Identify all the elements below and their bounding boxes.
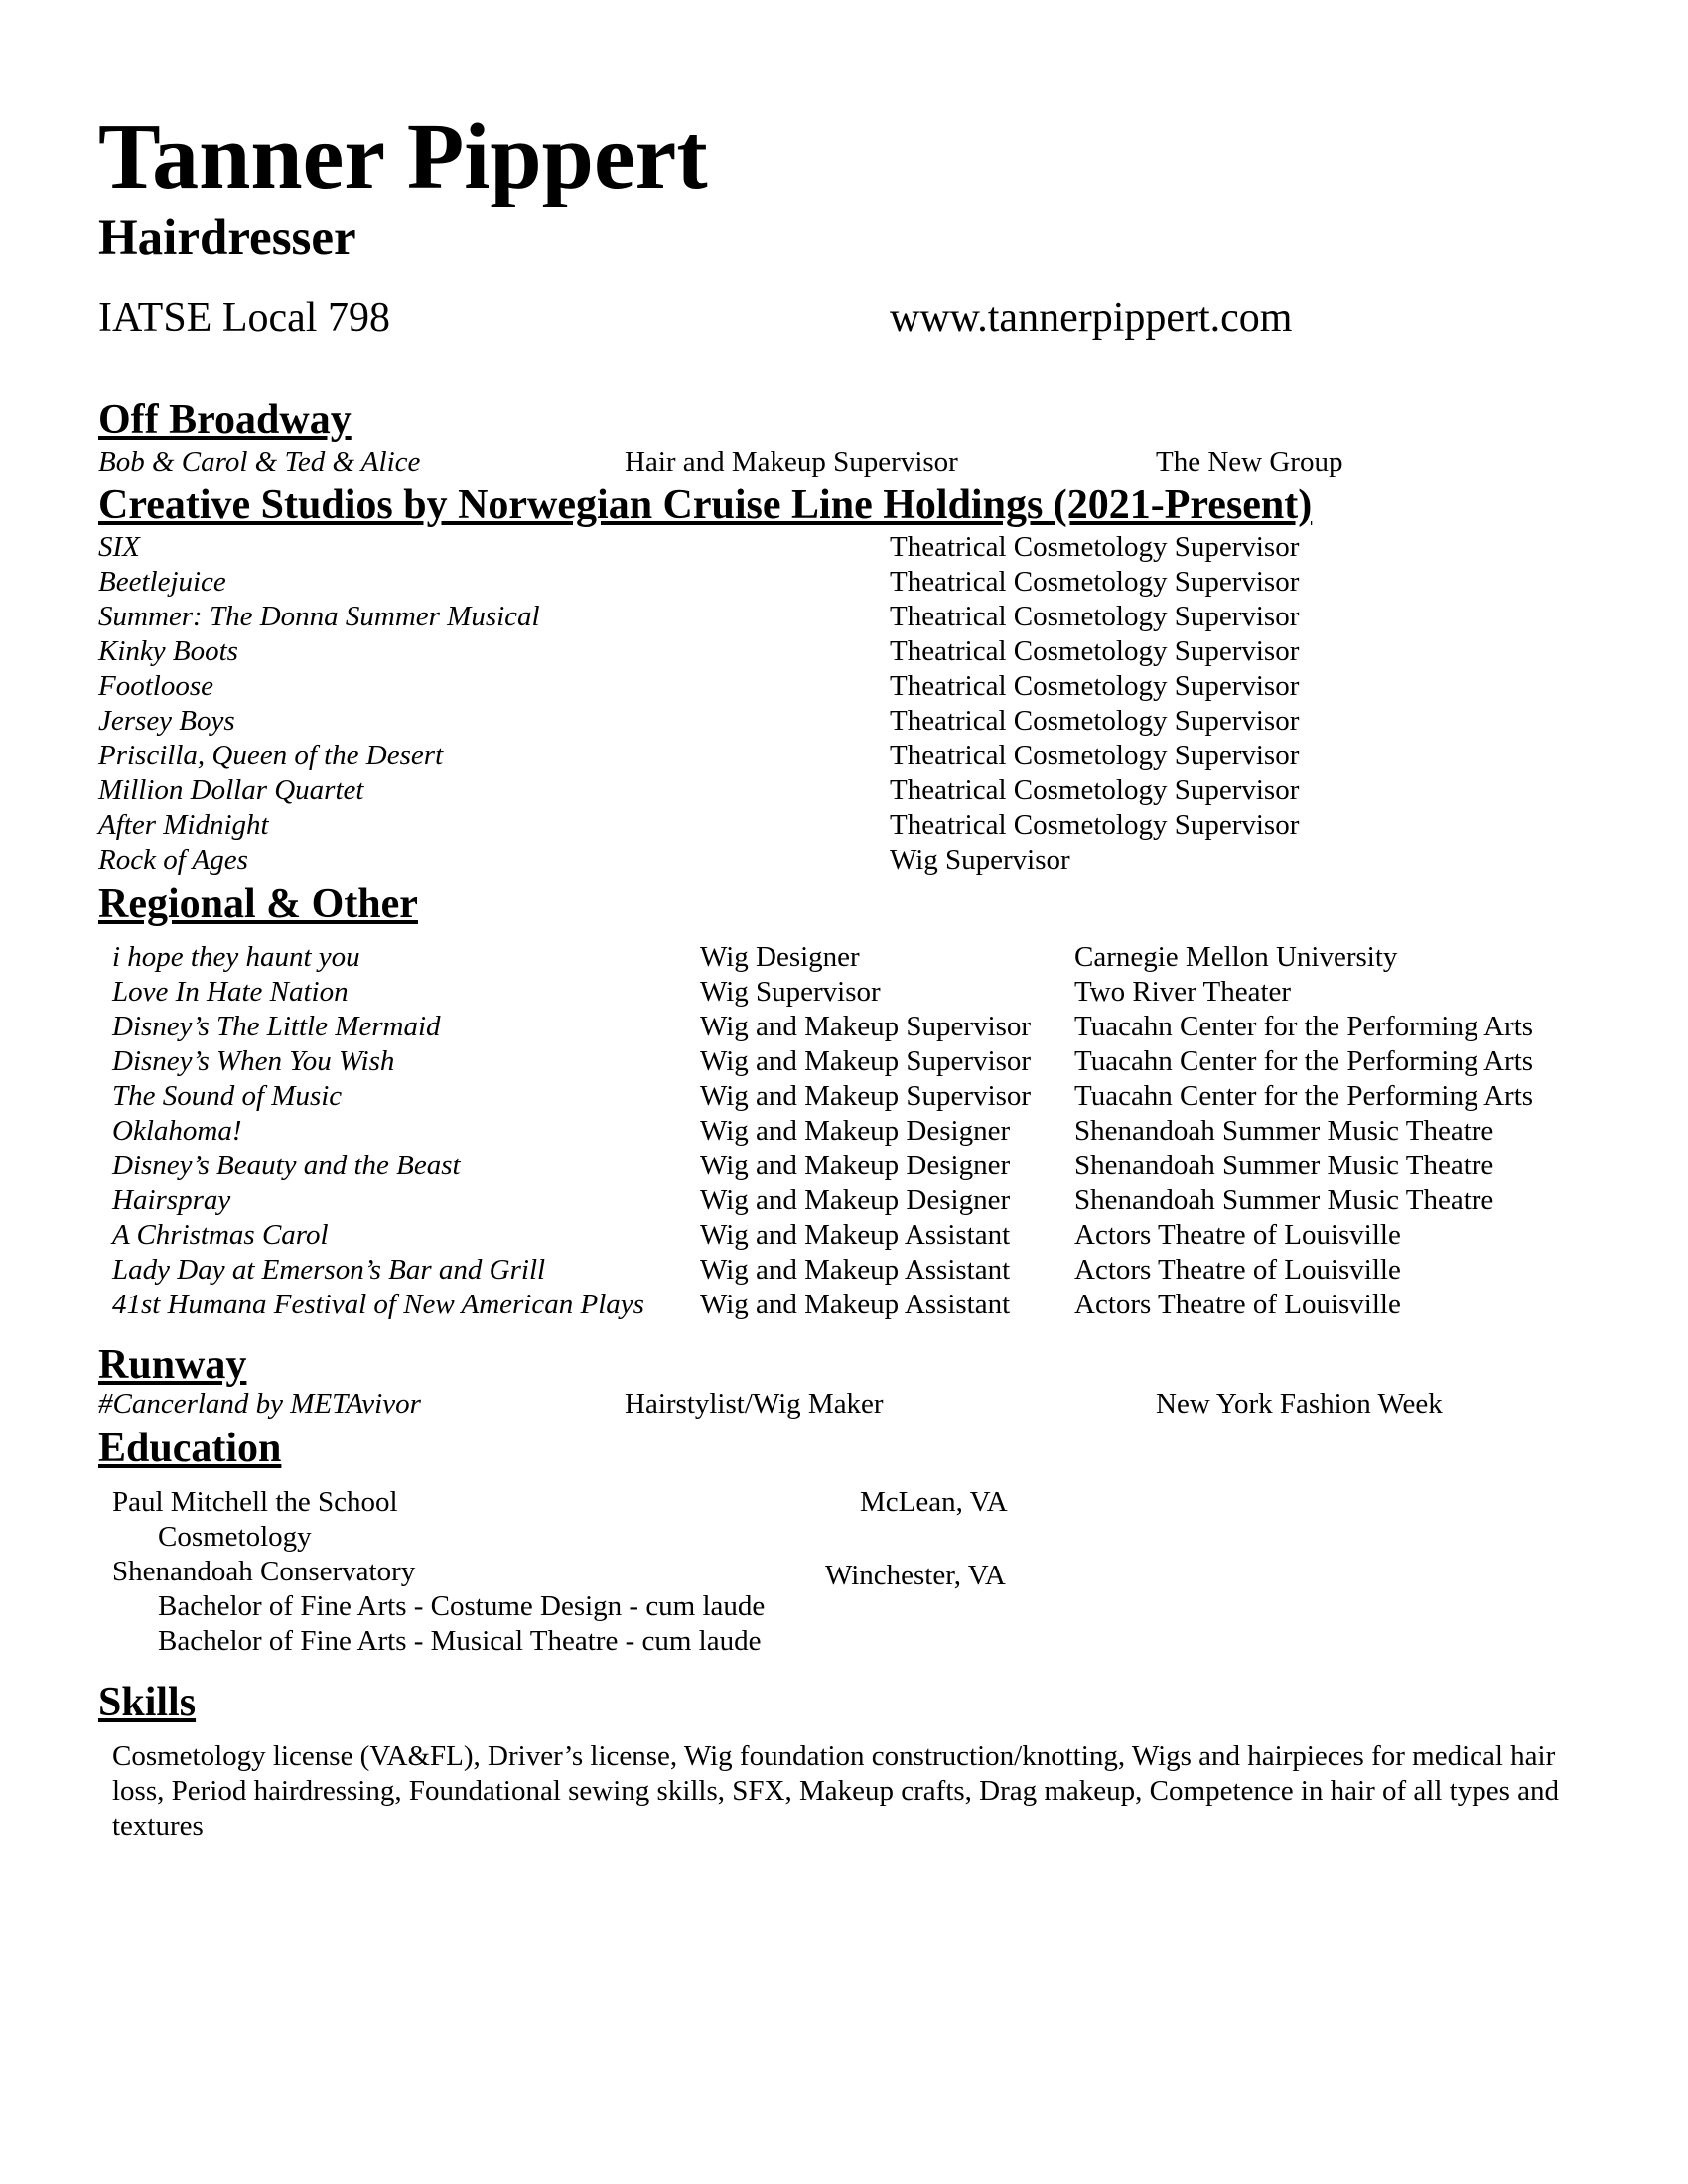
section-heading-creative-studios: Creative Studios by Norwegian Cruise Line Holdings (2021-Present) (98, 482, 1313, 528)
school-location: Winchester, VA (825, 1560, 1006, 1591)
credit-show: A Christmas Carol (112, 1219, 329, 1251)
credit-role: Theatrical Cosmetology Supervisor (890, 705, 1300, 737)
union-affiliation: IATSE Local 798 (98, 295, 390, 341)
credit-role: Wig and Makeup Designer (700, 1115, 1011, 1147)
credit-role: Wig Supervisor (700, 976, 881, 1008)
section-heading-education: Education (98, 1426, 282, 1471)
school-location: McLean, VA (860, 1486, 1008, 1518)
website-link[interactable]: www.tannerpippert.com (890, 295, 1293, 341)
credit-show: Kinky Boots (98, 635, 238, 667)
resume-name: Tanner Pippert (98, 105, 708, 208)
credit-role: Wig and Makeup Designer (700, 1150, 1011, 1181)
credit-org: Tuacahn Center for the Performing Arts (1074, 1011, 1534, 1042)
credit-show: 41st Humana Festival of New American Plays (112, 1289, 644, 1320)
credit-role: Theatrical Cosmetology Supervisor (890, 566, 1300, 598)
credit-role: Wig Designer (700, 941, 860, 973)
credit-role: Hairstylist/Wig Maker (625, 1388, 884, 1420)
credit-show: Million Dollar Quartet (98, 774, 364, 806)
credit-role: Wig Supervisor (890, 844, 1070, 876)
credit-show: Bob & Carol & Ted & Alice (98, 446, 421, 478)
section-heading-runway: Runway (98, 1342, 247, 1388)
resume-title: Hairdresser (98, 210, 356, 266)
credit-show: Oklahoma! (112, 1115, 242, 1147)
credit-show: The Sound of Music (112, 1080, 343, 1112)
credit-show: i hope they haunt you (112, 941, 360, 973)
credit-show: Hairspray (112, 1184, 231, 1216)
credit-role: Wig and Makeup Assistant (700, 1289, 1011, 1320)
credit-role: Theatrical Cosmetology Supervisor (890, 601, 1300, 632)
credit-org: The New Group (1156, 446, 1343, 478)
credit-org: Two River Theater (1074, 976, 1292, 1008)
credit-org: New York Fashion Week (1156, 1388, 1443, 1420)
credit-role: Hair and Makeup Supervisor (625, 446, 958, 478)
school-degree: Bachelor of Fine Arts - Costume Design - cum laude (158, 1590, 766, 1622)
credit-org: Shenandoah Summer Music Theatre (1074, 1150, 1494, 1181)
credit-role: Wig and Makeup Supervisor (700, 1045, 1032, 1077)
credit-show: Jersey Boys (98, 705, 235, 737)
credit-show: Rock of Ages (98, 844, 248, 876)
credit-role: Wig and Makeup Assistant (700, 1254, 1011, 1286)
credit-show: Priscilla, Queen of the Desert (98, 740, 444, 771)
credit-role: Theatrical Cosmetology Supervisor (890, 809, 1300, 841)
credit-org: Actors Theatre of Louisville (1074, 1289, 1401, 1320)
credit-show: SIX (98, 531, 140, 563)
school-name: Shenandoah Conservatory (112, 1556, 416, 1587)
credit-org: Tuacahn Center for the Performing Arts (1074, 1080, 1534, 1112)
credit-role: Wig and Makeup Designer (700, 1184, 1011, 1216)
credit-show: #Cancerland by METAvivor (98, 1388, 421, 1420)
credit-org: Actors Theatre of Louisville (1074, 1219, 1401, 1251)
credit-role: Theatrical Cosmetology Supervisor (890, 531, 1300, 563)
credit-role: Wig and Makeup Supervisor (700, 1011, 1032, 1042)
credit-show: Love In Hate Nation (112, 976, 349, 1008)
credit-org: Shenandoah Summer Music Theatre (1074, 1184, 1494, 1216)
credit-role: Theatrical Cosmetology Supervisor (890, 740, 1300, 771)
school-degree: Cosmetology (158, 1521, 312, 1553)
credit-org: Tuacahn Center for the Performing Arts (1074, 1045, 1534, 1077)
section-heading-regional: Regional & Other (98, 882, 418, 927)
credit-role: Theatrical Cosmetology Supervisor (890, 635, 1300, 667)
credit-org: Shenandoah Summer Music Theatre (1074, 1115, 1494, 1147)
credit-show: Disney’s When You Wish (112, 1045, 395, 1077)
school-name: Paul Mitchell the School (112, 1486, 398, 1518)
credit-show: Beetlejuice (98, 566, 226, 598)
credit-show: Lady Day at Emerson’s Bar and Grill (112, 1254, 546, 1286)
credit-role: Theatrical Cosmetology Supervisor (890, 774, 1300, 806)
skills-text: Cosmetology license (VA&FL), Driver’s license, Wig foundation construction/knotting, Wigs and hairpieces for medical hair loss, Period hairdressing, Foundational sewing skills, SFX, Makeup crafts, Drag makeup, Competence in hair of all types and textures (112, 1740, 1559, 1842)
credit-role: Wig and Makeup Assistant (700, 1219, 1011, 1251)
school-degree: Bachelor of Fine Arts - Musical Theatre - cum laude (158, 1625, 762, 1657)
credit-show: After Midnight (98, 809, 269, 841)
credit-org: Actors Theatre of Louisville (1074, 1254, 1401, 1286)
credit-show: Disney’s The Little Mermaid (112, 1011, 441, 1042)
credit-show: Summer: The Donna Summer Musical (98, 601, 540, 632)
credit-show: Disney’s Beauty and the Beast (112, 1150, 461, 1181)
credit-role: Wig and Makeup Supervisor (700, 1080, 1032, 1112)
credit-org: Carnegie Mellon University (1074, 941, 1398, 973)
section-heading-off-broadway: Off Broadway (98, 397, 352, 443)
section-heading-skills: Skills (98, 1680, 197, 1725)
credit-role: Theatrical Cosmetology Supervisor (890, 670, 1300, 702)
credit-show: Footloose (98, 670, 213, 702)
